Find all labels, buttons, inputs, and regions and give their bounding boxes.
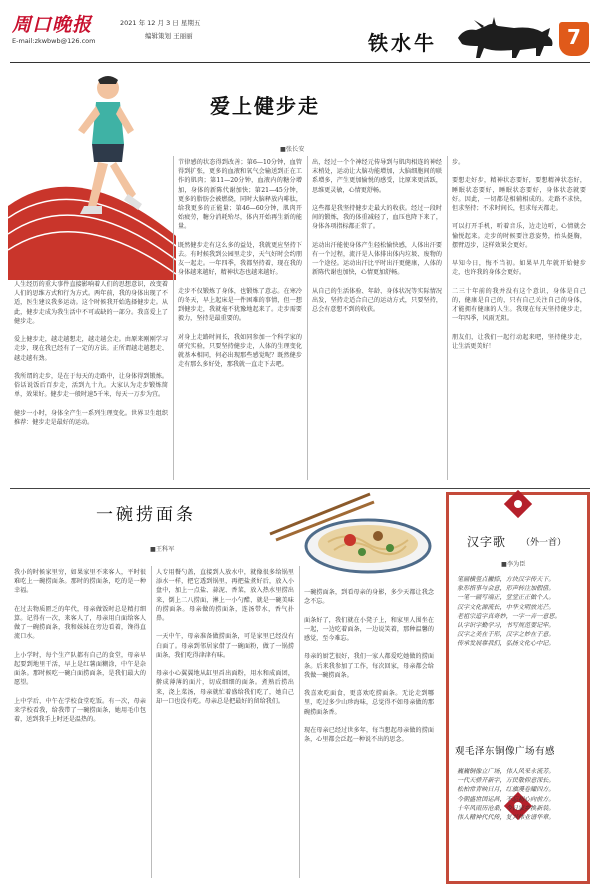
- poem-text-2: 巍巍铜像立广场，伟人风采永流芳。 一代天骄开新宇，万民敬仰意深长。 松柏常青映日月，红旗漫卷耀四方。 今朝盛世国运昌，不忘初心向前方。 十年风雨历沧桑，今日家乡换新装。 伟人精神代代传，复兴伟业谱华章。: [457, 768, 555, 822]
- article-column-3: 出，经过一个个神经元传导到与肌肉相连的神经末梢处，运动让大脑功能增加，大脑细胞间的联系增多，产生更加愉悦的感受，比原来更活跃，思维更灵敏，心情更舒畅。 这些都是我坚持健步走最大的收获。经过一段时间的锻炼，我的体重减轻了，血压也降下来了，身体各项指标都正常了。 运动出汗能使身体产生轻松愉快感，人体出汗要有一个过程，流汗是人体排出体内垃圾、废物的一个途径。运动出汗比平时出汗更健康，人体的新陈代谢也加快，心情更加舒畅。 从自己的生活体验、年龄、身体状况等实际情况出发，坚持走适合自己的运动方式，只要坚持，总会有意想不到的收获。: [312, 159, 442, 314]
- article-title: 爱上健步走: [210, 94, 320, 118]
- runner-illustration: [8, 66, 176, 280]
- article-column-4: 步。 要想走好步，精神状态要好，要想精神状态好，睡眠状态要好，睡眠状态要好，身体状态就要好。因此，一切都是相辅相成的。走路不求快，但求坚持；不求时间长，但求每天都走。 可以打开手机，听着音乐，边走边听，心情就会愉悦起来。走步的时候要注意姿势，抬头挺胸，摆臂迈步，这样效果会更好。 早知今日，悔不当初。如果早几年就开始健步走，也许我的身体会更好。 二三十年前的我并没有这个意识，身体是自己的，健康是自己的，只有自己关注自己的身体，才能拥有健康的人生。我现在每天坚持健步走，一年四季，风雨无阻。 朋友们，让我们一起行动起来吧，坚持健步走，让生活更美好！: [452, 159, 586, 351]
- editor: 编辑策划 王丽丽: [145, 32, 193, 40]
- article-column-2: 人专用餐勺盖，直接到人放水中，就像很多给锅里添水一样，把它透到锅里，再把盐煮好后，放入小盘中，加上一点盐、蒜泥、香菜，放入热水里捞出来，倒上二八捞面，淋上一小勺醋，就是一碗美味的捞面条。母亲做的捞面条，连汤带水，香气扑鼻。 一天中午，母亲准备做捞面条，可是家里已经没有白面了。母亲到邻居家借了一碗面粉，做了一锅捞面条，我们吃得津津有味。 母亲小心翼翼地从缸里舀出面粉，用水和成面团，擀成薄薄的面片，切成细细的面条。煮熟后捞出来，浇上菜汤，母亲就忙着盛给我们吃了，她自己却一口也没有吃。母亲总是把最好的留给我们。: [156, 569, 294, 705]
- poem-title-2: 观毛泽东铜像广场有感: [455, 746, 556, 757]
- star-icon: [501, 487, 535, 521]
- poem-box: [446, 492, 590, 884]
- email: E-mail:zkwbwb@126.com: [12, 37, 96, 45]
- article-title: 一碗捞面条: [96, 505, 196, 525]
- article-column-3: 一碗捞面条，到看母亲的身影，多少天都让我念念不忘。 面条好了，我们就在小凳子上，和家里人围坐在一起，一边吃着面条，一边说笑着，那种温馨的感觉，至今难忘。 母亲的厨艺很好，我们一家人都爱吃她做的捞面条。后来我参加了工作，每次回家，母亲都会给我做一碗捞面条。 我喜欢吃面食，更喜欢吃捞面条。无论走到哪里，吃过多少山珍海味，总觉得不如母亲做的那碗捞面条香。 现在母亲已经过世多年，每当想起母亲做的捞面条，心里都会泛起一种说不出的思念。: [304, 589, 434, 744]
- date: 2021 年 12 月 3 日 星期五: [120, 19, 201, 27]
- article-healthy-walking: [0, 62, 600, 492]
- masthead: [0, 0, 600, 70]
- page-number: 7: [567, 25, 581, 49]
- paper-logo: 周口晚报: [12, 14, 93, 36]
- article-column-1: 人生经历的重大事件直接影响着人们的思想意识，改变着人们的思维方式和行为方式。两年前，我的身体出现了不适，医生建议我多运动。这个时候我开始选择健步走。从此，健步走成为我生活中不可或缺的一部分。我喜爱上了健步走。 爱上健步走，越走越想走，越走越会走。由原来刚刚学习走步，现在我已经有了一定的方法。正所谓越走越想走、越走越有劲。 我所谓的走步，是在于每天的走路中，让身体得到锻炼。俗话说饭后百步走，活到九十九。大家认为走步锻炼简单，效果好。健步走一般时速5千米，每天一万步为宜。 健步一小时，身体全产生一系列生理变化。世界卫生组织推荐：健步走是最好的运动。: [14, 281, 168, 427]
- poem-subtitle: （外一首）: [521, 538, 567, 548]
- section-title: 铁水牛: [368, 31, 437, 55]
- article-column-2: 节律感的状态得到改善；第6—10分钟，血管得到扩张，更多的血液和氧气会输送到正在工作的肌肉；第11—20分钟，血液内的糖分增加，身体的新陈代谢加快；第21—45分钟，更多的脂肪会被燃烧，同时大脑释放内啡肽，给我更多的正能量；第46—60分钟，肌肉开始疲劳，糖分消耗殆尽，体内开始再生新的能量。 既然健步走有这么多的益处，我就更应坚持下去。有时候我到公园里走步，天气好时会约朋友一起走。一年四季，我都坚持着，现在我的身体越来越好，精神状态也越来越好。 走步不仅锻炼了身体，也锻炼了意志。在寒冷的冬天，早上起床是一件困难的事情，但一想到健步走，我就毫不犹豫地起来了。走步需要毅力，坚持是最重要的。 对身上走路时间长，我如同参加一个科学家的研究实验，只要坚持健步走，人体的生理变化就基本相同，何必出现那些感觉呢？既然健步走有那么多好处，那我就一直走下去吧。: [178, 159, 302, 369]
- poem-title: 汉字歌: [467, 535, 507, 549]
- article-column-1: 我小的时候家里穷，如果家里不来客人，平时很难吃上一碗捞面条。那时的捞面条，吃的是一种幸福。 在过去物质匮乏的年代，母亲做饭时总是精打细算。记得有一次，来客人了，母亲用白面给客人做了一碗捞面条，我和妹妹在旁边看着，馋得直流口水。 上小学时，每个生产队都有自己的食堂，母亲早起要到地里干活，早上是红薯面糊涂，中午是杂面条。那时候吃一碗白面捞面条，是我们最大的愿望。 上中学后，中午在学校食堂吃饭。有一次，母亲来学校看我，给我带了一碗捞面条，她用毛巾包着，送到我手上时还是温热的。: [14, 569, 146, 724]
- poem-text: 笔画横竖点撇捺，方块汉字传天下。 象形指事与会意，形声转注加假借。 一笔一画写端正，堂堂正正做个人。 汉字文化源流长，中华文明放光芒。 老祖宗造字真奇妙，一字一音一意思。 认字识字勤学习，书写规范要记牢。 汉字之美在于形，汉字之妙在于意。 传承发展靠我们，弘扬文化心中记。: [457, 576, 561, 648]
- poem-byline: ■李为臣: [501, 561, 526, 568]
- ox-silhouette: [454, 16, 558, 60]
- noodle-bowl-illustration: [250, 490, 440, 578]
- article-byline: ■张长安: [280, 146, 305, 153]
- article-noodles: [0, 488, 440, 888]
- article-byline: ■王科军: [150, 546, 175, 553]
